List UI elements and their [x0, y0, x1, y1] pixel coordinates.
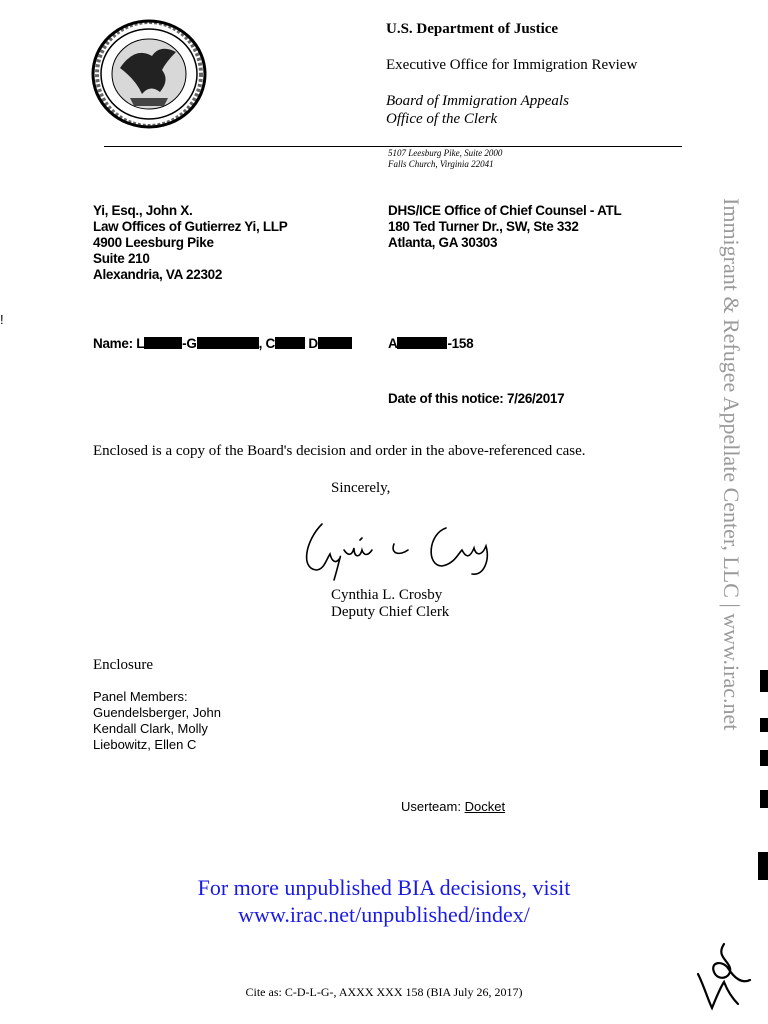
redaction-block: [144, 337, 182, 349]
panel-member: Kendall Clark, Molly: [93, 721, 208, 736]
signer-title: Deputy Chief Clerk: [331, 604, 450, 620]
scan-edge-mark: [760, 750, 768, 766]
address-line: 4900 Leesburg Pike: [93, 235, 214, 250]
panel-member: Guendelsberger, John: [93, 705, 221, 720]
name-part: L: [136, 336, 145, 351]
unpublished-decisions-note: [0, 874, 768, 928]
address-line: DHS/ICE Office of Chief Counsel - ATL: [388, 203, 622, 218]
panel-label: Panel Members:: [93, 689, 188, 704]
office-name: Executive Office for Immigration Review: [386, 57, 638, 73]
signer-block: [331, 587, 449, 621]
signature-image: [296, 510, 496, 582]
board-line: Board of Immigration Appeals: [386, 93, 569, 109]
userteam: [401, 799, 505, 814]
address-line: 180 Ted Turner Dr., SW, Ste 332: [388, 219, 579, 234]
closing: Sincerely,: [331, 480, 391, 496]
address-line: Falls Church, Virginia 22041: [388, 159, 494, 169]
address-line: Suite 210: [93, 251, 150, 266]
date-value: 7/26/2017: [506, 391, 565, 406]
signer-name: Cynthia L. Crosby: [331, 587, 443, 603]
name-label: Name:: [93, 336, 133, 351]
redaction-block: [275, 337, 305, 349]
respondent-counsel-address: [93, 203, 287, 283]
scan-edge-mark: [760, 670, 768, 692]
redaction-block: [397, 337, 447, 349]
name-part: D: [308, 336, 318, 351]
handwritten-initials: [694, 938, 754, 1012]
board-line: Office of the Clerk: [386, 111, 498, 127]
board-address: [388, 148, 502, 170]
name-part: , C: [258, 336, 275, 351]
a-number-prefix: A: [388, 336, 398, 351]
redaction-block: [318, 337, 352, 349]
irac-watermark: Immigrant & Refugee Appellate Center, LLC | www.irac.net: [719, 198, 744, 731]
enclosure-label: Enclosure: [93, 657, 153, 673]
date-label: Date of this notice:: [388, 391, 504, 406]
promo-link[interactable]: www.irac.net/unpublished/index/: [238, 902, 530, 927]
notice-date: [388, 391, 564, 407]
panel-members: [93, 689, 221, 753]
promo-line: For more unpublished BIA decisions, visit: [197, 875, 571, 900]
respondent-name-row: [93, 336, 352, 352]
address-line: 5107 Leesburg Pike, Suite 2000: [388, 148, 503, 158]
panel-member: Liebowitz, Ellen C: [93, 737, 197, 752]
doj-seal-icon: [90, 18, 208, 130]
userteam-value: Docket: [464, 799, 506, 814]
a-number-suffix: -158: [447, 336, 474, 351]
alien-number: [388, 336, 473, 352]
redaction-block: [197, 337, 259, 349]
dhs-counsel-address: [388, 203, 621, 251]
scan-edge-mark: [760, 790, 768, 808]
address-line: Law Offices of Gutierrez Yi, LLP: [93, 219, 288, 234]
stray-mark: !: [0, 312, 4, 327]
address-line: Atlanta, GA 30303: [388, 235, 498, 250]
address-line: Yi, Esq., John X.: [93, 203, 193, 218]
header-divider: [104, 146, 682, 147]
citation: Cite as: C-D-L-G-, AXXX XXX 158 (BIA July 26, 2017): [245, 985, 523, 999]
address-line: Alexandria, VA 22302: [93, 267, 223, 282]
scan-edge-mark: [760, 718, 768, 732]
board-name: [386, 92, 569, 128]
name-part: -G: [182, 336, 197, 351]
userteam-label: Userteam:: [401, 799, 461, 814]
notice-body: Enclosed is a copy of the Board's decision and order in the above-referenced case.: [93, 443, 586, 459]
agency-name: U.S. Department of Justice: [386, 21, 559, 37]
scan-edge-mark: [758, 852, 768, 880]
